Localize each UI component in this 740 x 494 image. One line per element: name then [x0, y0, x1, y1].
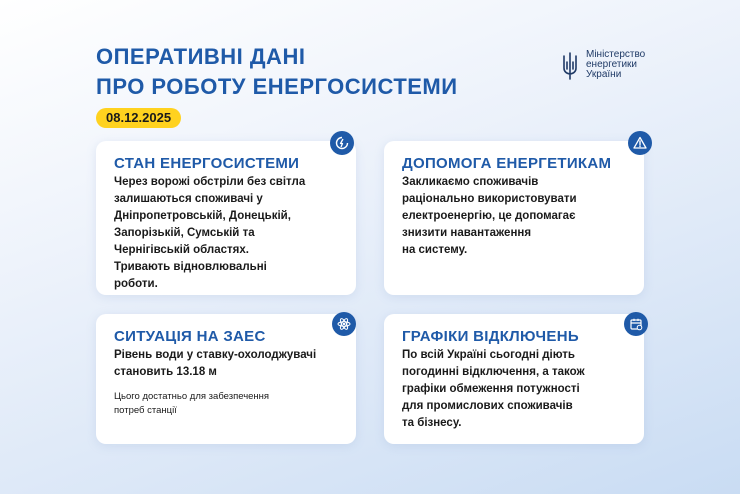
- card-zaes: [96, 314, 356, 444]
- trident-icon: [562, 52, 578, 80]
- card-outage-schedules: [384, 314, 644, 444]
- logo-line-2: енергетики: [586, 59, 637, 70]
- card-body: Рівень води у ставку-охолоджувачі становить 13.18 м: [114, 349, 317, 378]
- card-body: Закликаємо споживачів раціонально використовувати електроенергію, це допомагає знизити навантаження на систему.: [402, 176, 577, 256]
- card-body: По всій Україні сьогодні діють погодинні відключення, а також графіки обмеження потужності для промислових споживачів та бізнесу.: [402, 349, 585, 429]
- date-badge: 08.12.2025: [96, 108, 181, 128]
- warning-icon: [628, 131, 652, 155]
- energy-icon: [330, 131, 354, 155]
- card-title: СИТУАЦІЯ НА ЗАЕС: [114, 328, 266, 345]
- card-title: ГРАФІКИ ВІДКЛЮЧЕНЬ: [402, 328, 579, 345]
- title-line-1: ОПЕРАТИВНІ ДАНІ: [96, 44, 306, 69]
- ministry-name: [586, 50, 645, 80]
- page-title: [96, 42, 458, 102]
- logo-line-3: України: [586, 69, 622, 80]
- card-title: ДОПОМОГА ЕНЕРГЕТИКАМ: [402, 155, 612, 172]
- card-title: СТАН ЕНЕРГОСИСТЕМИ: [114, 155, 300, 172]
- card-body: Через ворожі обстріли без світла залишаються споживачі у Дніпропетровській, Донецькій, Запорізькій, Сумській та Чернігівській областях. Тривають відновлювальні роботи.: [114, 176, 306, 290]
- atom-icon: [332, 312, 356, 336]
- ministry-logo: [562, 50, 645, 80]
- card-grid-status: [96, 141, 356, 295]
- calendar-icon: [624, 312, 648, 336]
- card-energy-help: [384, 141, 644, 295]
- logo-line-1: Міністерство: [586, 49, 646, 60]
- title-line-2: ПРО РОБОТУ ЕНЕРГОСИСТЕМИ: [96, 74, 458, 99]
- card-note: Цього достатньо для забезпечення потреб станції: [114, 391, 270, 416]
